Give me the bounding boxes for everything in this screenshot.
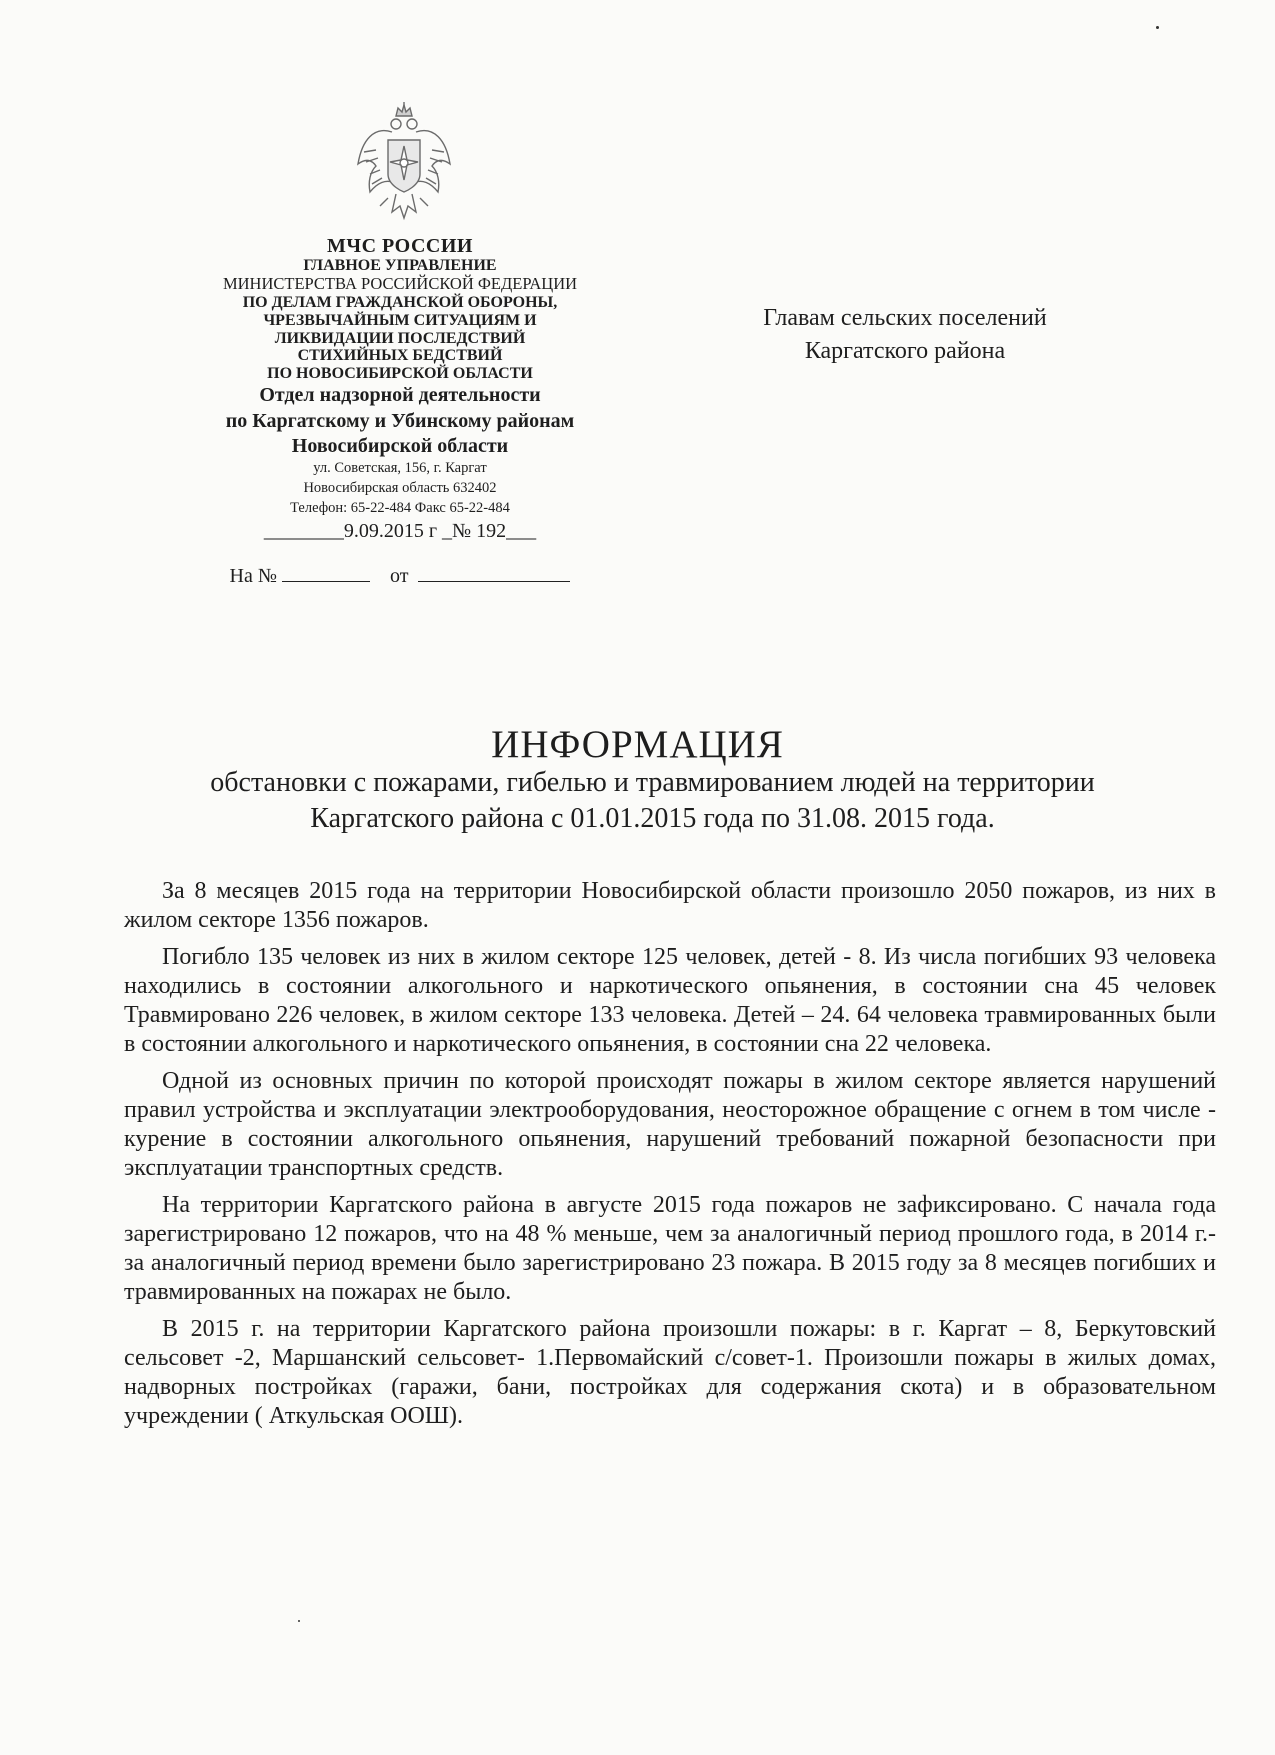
address-line: ул. Советская, 156, г. Каргат	[313, 460, 487, 477]
org-name: МЧС РОССИИ	[327, 235, 473, 257]
recipient-block	[720, 302, 1090, 368]
body-paragraph: Одной из основных причин по которой происходят пожары в жилом секторе является нарушений правил устройства и эксплуатации электрооборудования, неосторожное обращение с огнем в том числе - курение в состоянии алкогольного опьянения, нарушений требований пожарной безопасности при эксплуатации транспортных средств.	[124, 1068, 1216, 1181]
org-line: ЧРЕЗВЫЧАЙНЫМ СИТУАЦИЯМ И	[263, 311, 537, 329]
reference-line	[165, 565, 635, 587]
sender-block	[165, 235, 635, 587]
body-paragraph: В 2015 г. на территории Каргатского района произошли пожары: в г. Каргат – 8, Беркутовский сельсовет -2, Маршанский сельсовет- 1.Первомайский с/совет-1. Произошли пожары в жилых домах, надворных постройках (гаражи, бани, постройках для содержания скота) и в образовательном учреждении ( Аткульская ООШ).	[124, 1316, 1216, 1429]
mchs-emblem-icon	[352, 102, 456, 224]
document-title: ИНФОРМАЦИЯ	[491, 723, 784, 766]
dept-line: Новосибирской области	[291, 435, 509, 458]
ref-date-label: от	[389, 564, 409, 587]
recipient-line: Каргатского района	[804, 338, 1006, 365]
recipient-line: Главам сельских поселений	[763, 305, 1047, 331]
org-line: СТИХИЙНЫХ БЕДСТВИЙ	[297, 347, 503, 365]
org-line: ГЛАВНОЕ УПРАВЛЕНИЕ	[303, 257, 497, 275]
ref-number-label: На №	[229, 564, 277, 587]
scan-speck	[298, 1620, 300, 1622]
org-line: ПО ДЕЛАМ ГРАЖДАНСКОЙ ОБОРОНЫ,	[242, 293, 558, 311]
ref-date-blank	[418, 565, 570, 582]
body-paragraph: За 8 месяцев 2015 года на территории Новосибирской области произошло 2050 пожаров, из них в жилом секторе 1356 пожаров.	[124, 878, 1216, 933]
registration-line: ________9.09.2015 г _№ 192___	[263, 520, 537, 543]
ref-number-blank	[282, 565, 370, 582]
body-paragraph: На территории Каргатского района в августе 2015 года пожаров не зафиксировано. С начала года зарегистрировано 12 пожаров, что на 48 % меньше, чем за аналогичный период прошлого года, в 2014 г.- за аналогичный период времени было зарегистрировано 23 пожара. В 2015 году за 8 месяцев погибших и травмированных на пожарах не было.	[124, 1192, 1216, 1305]
dept-line: по Каргатскому и Убинскому районам	[225, 409, 575, 432]
address-line: Телефон: 65-22-484 Факс 65-22-484	[290, 499, 510, 516]
org-line: МИНИСТЕРСТВА РОССИЙСКОЙ ФЕДЕРАЦИИ	[222, 274, 578, 294]
body-paragraph: Погибло 135 человек из них в жилом секторе 125 человек, детей - 8. Из числа погибших 93 человека находились в состоянии алкогольного и наркотического опьянения, в состоянии сна 45 человек Травмировано 226 человек, в жилом секторе 133 человека. Детей – 24. 64 человека травмированных были в состоянии алкогольного и наркотического опьянения, в состоянии сна 22 человека.	[124, 944, 1216, 1057]
document-body	[124, 877, 1216, 1439]
document-subtitle	[110, 765, 1195, 836]
subtitle-line: обстановки с пожарами, гибелью и травмированием людей на территории	[210, 767, 1095, 798]
org-line: ПО НОВОСИБИРСКОЙ ОБЛАСТИ	[267, 365, 533, 383]
address-line: Новосибирская область 632402	[303, 480, 497, 497]
dept-line: Отдел надзорной деятельности	[259, 384, 541, 407]
org-line: ЛИКВИДАЦИИ ПОСЛЕДСТВИЙ	[274, 329, 526, 347]
subtitle-line: Каргатского района с 01.01.2015 года по 31.08. 2015 года.	[310, 802, 995, 834]
scan-speck	[1156, 26, 1159, 29]
